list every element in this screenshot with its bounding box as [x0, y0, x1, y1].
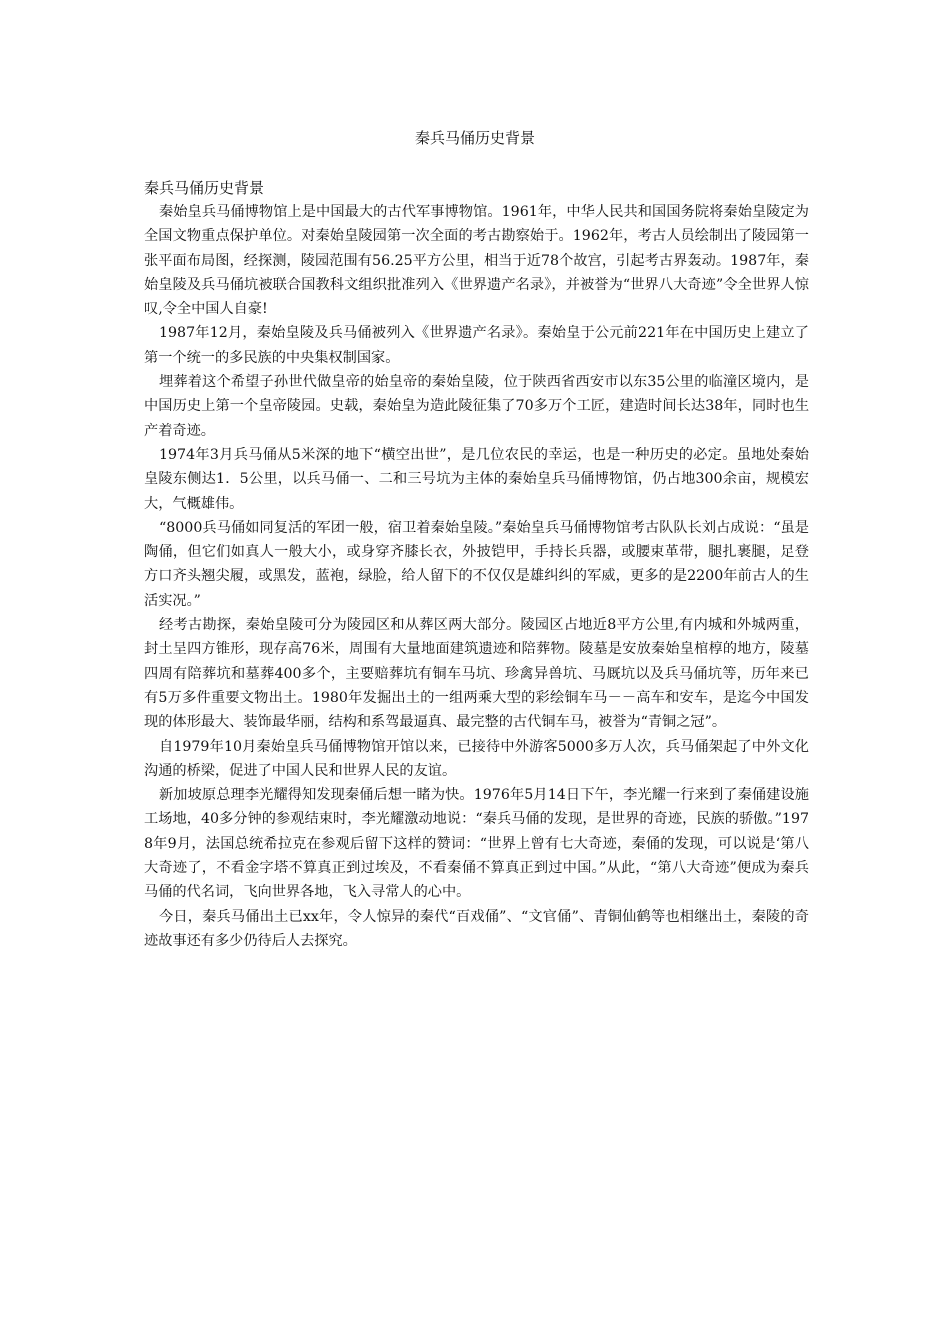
paragraph-3: 埋葬着这个希望子孙世代做皇帝的始皇帝的秦始皇陵，位于陕西省西安市以东35公里的临潼区境内，是中国历史上第一个皇帝陵园。史载，秦始皇为造此陵征集了70多万个工匠，建造时间长达38年，同时也生产着奇迹。: [144, 374, 810, 439]
paragraph-2: 1987年12月，秦始皇陵及兵马俑被列入《世界遗产名录》。秦始皇于公元前221年在中国历史上建立了第一个统一的多民族的中央集权制国家。: [144, 325, 809, 366]
paragraph-4: 1974年3月兵马俑从5米深的地下“横空出世”，是几位农民的幸运，也是一种历史的必定。虽地处秦始皇陵东侧达1．5公里，以兵马俑一、二和三号坑为主体的秦始皇兵马俑博物馆，仍占地300余亩，规模宏大，气概雄伟。: [144, 446, 809, 512]
paragraph-6: 经考古勘探，秦始皇陵可分为陵园区和从葬区两大部分。陵园区占地近8平方公里,有内城和外城两重，封土呈四方锥形，现存高76米，周围有大量地面建筑遗迹和陪葬物。陵墓是安放秦始皇棺椁的地方，陵墓四周有陪葬坑和墓葬400多个，主要赔葬坑有铜车马坑、珍禽异兽坑、马厩坑以及兵马俑坑等，历年来已有5万多件重要文物出土。1980年发掘出土的一组两乘大型的彩绘铜车马－－高车和安车，是迄今中国发现的体形最大、装饰最华丽，结构和系驾最逼真、最完整的古代铜车马，被誉为“青铜之冠”。: [144, 617, 809, 731]
paragraph-9: 今日，秦兵马俑出土已xx年，令人惊异的秦代“百戏俑”、“文官俑”、青铜仙鹤等也相继出土，秦陵的奇迹故事还有多少仍待后人去探究。: [144, 908, 809, 949]
section-heading: 秦兵马俑历史背景: [144, 179, 265, 197]
document-body: [144, 176, 809, 953]
paragraph-7: 自1979年10月秦始皇兵马俑博物馆开馆以来，已接待中外游客5000多万人次，兵马俑架起了中外文化沟通的桥梁，促进了中国人民和世界人民的友谊。: [144, 738, 809, 779]
paragraph-1: 秦始皇兵马俑博物馆上是中国最大的古代军事博物馆。1961年，中华人民共和国国务院将秦始皇陵定为全国文物重点保护单位。对秦始皇陵园第一次全面的考古勘察始于。1962年，考古人员绘制出了陵园第一张平面布局图，经探测，陵园范围有56.25平方公里，相当于近78个故宫，引起考古界轰动。1987年，秦始皇陵及兵马俑坑被联合国教科文组织批准列入《世界遗产名录》，并被誉为“世界八大奇迹”令全世界人惊叹,令全中国人自豪!: [144, 204, 809, 318]
paragraph-8: 新加坡原总理李光耀得知发现秦俑后想一睹为快。1976年5月14日下午，李光耀一行来到了秦俑建设施工场地，40多分钟的参观结束时，李光耀激动地说：“秦兵马俑的发现，是世界的奇迹，民族的骄傲。”1978年9月，法国总统希拉克在参观后留下这样的赞词：“世界上曾有七大奇迹，秦俑的发现，可以说是‘第八大奇迹了，不看金字塔不算真正到过埃及，不看秦俑不算真正到过中国。”从此，“第八大奇迹”便成为秦兵马俑的代名词，飞向世界各地，飞入寻常人的心中。: [144, 787, 809, 901]
paragraph-5: “8000兵马俑如同复活的军团一般，宿卫着秦始皇陵。”秦始皇兵马俑博物馆考古队队长刘占成说：“虽是陶俑，但它们如真人一般大小，或身穿齐膝长衣，外披铠甲，手持长兵器，或腰束革带，腿扎裹腿，足登方口齐头翘尖履，或黑发，蓝袍，绿脸，给人留下的不仅仅是雄纠纠的军威，更多的是2200年前古人的生活实况。”: [144, 519, 809, 609]
document-title: 秦兵马俑历史背景: [414, 129, 535, 147]
